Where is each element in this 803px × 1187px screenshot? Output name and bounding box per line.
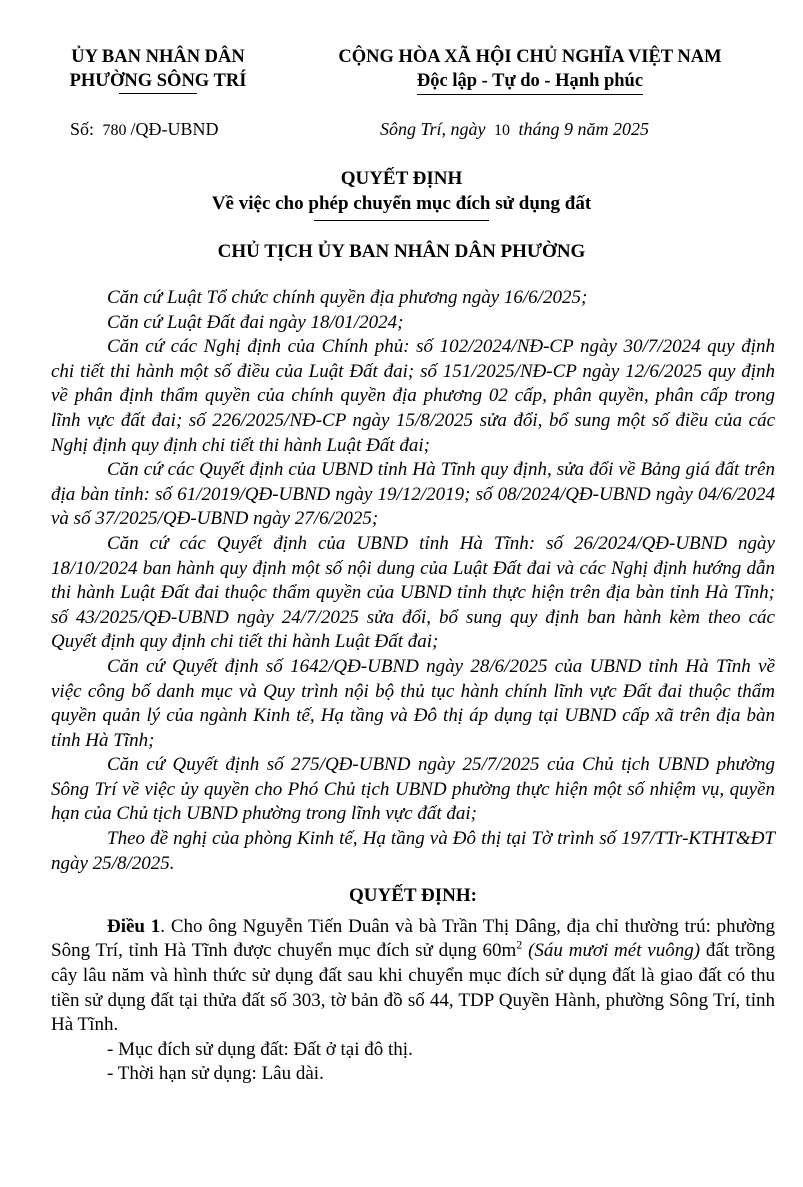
article-1-text-b: đất trồng cây lâu năm và hình thức sử dụng đất sau khi chuyển mục đích sử dụng đất là giao đất có thu tiền sử dụng đất tại thửa đất số 303, tờ bản đồ số 44, TDP Quyền Hành, phường Sông Trí, tỉnh Hà Tĩnh.: [51, 940, 776, 1036]
land-use-purpose: - Mục đích sử dụng đất: Đất ở tại đô thị.: [107, 1038, 413, 1060]
authority-line-2: PHƯỜNG SÔNG TRÍ: [69, 71, 247, 91]
decision-heading: QUYẾT ĐỊNH:: [349, 885, 477, 907]
number-value: 780: [102, 122, 127, 139]
area-unit-superscript: 2: [516, 938, 523, 953]
subject-text: Về việc cho phép chuyển mục đích sử dụng đất: [211, 193, 592, 214]
document-body: [51, 286, 775, 1087]
legal-basis-7: Căn cứ Quyết định số 275/QĐ-UBND ngày 25/7/2025 của Chủ tịch UBND phường Sông Trí về việc ủy quyền cho Phó Chủ tịch UBND phường thực hiện một số nhiệm vụ, quyền hạn của Chủ tịch UBND phường trong lĩnh vực đất đai;: [51, 754, 775, 825]
signing-authority-title: CHỦ TỊCH ỦY BAN NHÂN DÂN PHƯỜNG: [217, 241, 586, 262]
motto: Độc lập - Tự do - Hạnh phúc: [416, 71, 644, 91]
legal-basis-3: Căn cứ các Nghị định của Chính phủ: số 102/2024/NĐ-CP ngày 30/7/2024 quy định chi tiết thi hành một số điều của Luật Đất đai; số 151/2025/NĐ-CP ngày 12/6/2025 quy định về phân định thẩm quyền của chính quyền địa phương 02 cấp, phân quyền, phân cấp trong lĩnh vực đất đai; số 226/2025/NĐ-CP ngày 15/8/2025 sửa đổi, bổ sung một số điều của các Nghị định quy định chi tiết thi hành Luật Đất đai;: [51, 336, 775, 456]
date-month-year: tháng 9 năm 2025: [518, 119, 650, 139]
issuing-authority: [38, 45, 278, 93]
legal-basis-2: Căn cứ Luật Đất đai ngày 18/01/2024;: [107, 311, 404, 333]
date-prefix: Sông Trí, ngày: [380, 119, 486, 139]
article-1: [51, 915, 775, 1038]
number-label: Số:: [70, 119, 95, 139]
legal-basis-4: Căn cứ các Quyết định của UBND tỉnh Hà Tĩnh quy định, sửa đổi về Bảng giá đất trên địa bàn tỉnh: số 61/2019/QĐ-UBND ngày 19/12/2019; số 08/2024/QĐ-UBND ngày 04/6/2024 và số 37/2025/QĐ-UBND ngày 27/6/2025;: [51, 459, 775, 530]
authority-line-1: ỦY BAN NHÂN DÂN: [71, 47, 245, 67]
area-in-words: (Sáu mươi mét vuông): [528, 940, 701, 962]
country-name: CỘNG HÒA XÃ HỘI CHỦ NGHĨA VIỆT NAM: [338, 47, 722, 67]
legal-basis-1: Căn cứ Luật Tổ chức chính quyền địa phương ngày 16/6/2025;: [107, 287, 588, 308]
date-day: 10: [494, 122, 511, 139]
legal-basis-5: Căn cứ các Quyết định của UBND tỉnh Hà Tĩnh: số 26/2024/QĐ-UBND ngày 18/10/2024 ban hành quy định một số nội dung của Luật Đất đai và các Nghị định hướng dẫn thi hành Luật Đất đai thuộc thẩm quyền của UBND tỉnh thực hiện trên địa bàn tỉnh Hà Tĩnh; số 43/2025/QĐ-UBND ngày 24/7/2025 sửa đổi, bổ sung quy định ban hành kèm theo các Quyết định quy định chi tiết thi hành Luật Đất đai;: [51, 532, 775, 653]
land-use-duration: - Thời hạn sử dụng: Lâu dài.: [107, 1063, 324, 1085]
number-suffix: /QĐ-UBND: [130, 119, 219, 139]
document-date: [380, 119, 649, 140]
document-number: [70, 119, 219, 140]
legal-basis-6: Căn cứ Quyết định số 1642/QĐ-UBND ngày 28/6/2025 của UBND tỉnh Hà Tĩnh về việc công bố danh mục và Quy trình nội bộ thủ tục hành chính lĩnh vực Đất đai thuộc thẩm quyền quản lý của ngành Kinh tế, Hạ tầng và Đô thị áp dụng tại UBND cấp xã trên địa bàn tỉnh Hà Tĩnh;: [51, 655, 775, 751]
document-title: QUYẾT ĐỊNH: [340, 168, 463, 189]
article-1-text-a: . Cho ông Nguyễn Tiến Duân và bà Trần Thị Dâng, địa chỉ thường trú: phường Sông Trí, tỉnh Hà Tĩnh được chuyển mục đích sử dụng 60m: [51, 915, 776, 962]
national-motto: [300, 45, 760, 93]
proposal-basis: Theo đề nghị của phòng Kinh tế, Hạ tầng và Đô thị tại Tờ trình số 197/TTr-KTHT&ĐT ngày 25/8/2025.: [51, 828, 775, 874]
article-1-label: Điều 1: [107, 915, 161, 937]
document-subject: [0, 193, 803, 215]
